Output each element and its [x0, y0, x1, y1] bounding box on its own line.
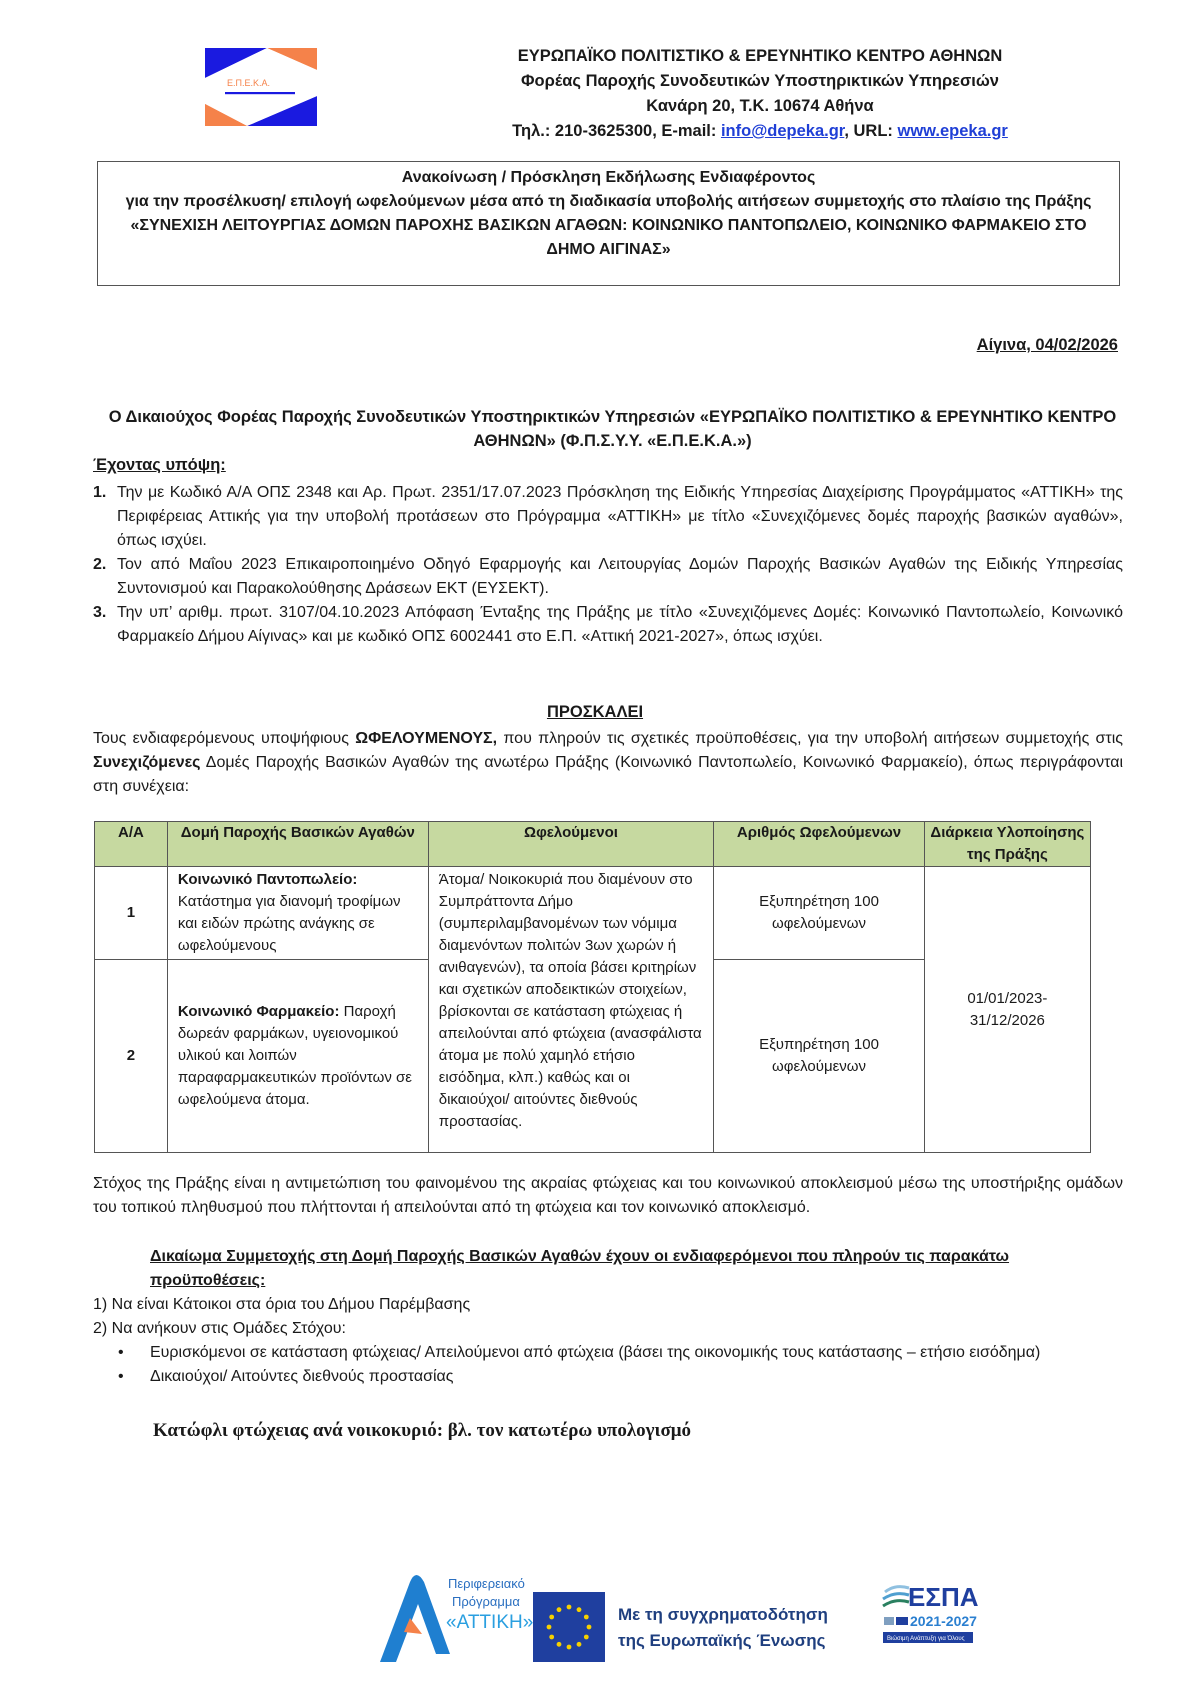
cell-aa: 2 — [95, 960, 168, 1153]
epeka-logo — [205, 48, 317, 126]
eu-flag-icon — [533, 1592, 605, 1662]
url-prefix: , URL: — [844, 122, 898, 140]
project-title: «ΣΥΝΕΧΙΣΗ ΛΕΙΤΟΥΡΓΙΑΣ ΔΟΜΩΝ ΠΑΡΟΧΗΣ ΒΑΣΙΚΩΝ ΑΓΑΘΩΝ: ΚΟΙΝΩΝΙΚΟ ΠΑΝΤΟΠΩΛΕΙΟ, ΚΟΙΝΩΝΙΚΟ ΦΑΡΜΑΚΕΙΟ ΣΤΟ ΔΗΜΟ ΑΙΓΙΝΑΣ» — [130, 217, 1087, 258]
structure-desc: Κατάστημα για διανομή τροφίμων και ειδών πρώτης ανάγκης σε ωφελούμενους — [177, 893, 401, 954]
goal-paragraph: Στόχος της Πράξης είναι η αντιμετώπιση του φαινομένου της ακραίας φτώχειας και του κοινωνικού αποκλεισμού μέσω της υποστήριξης ομάδων του τοπικού πληθυσμού που πλήττονται ή απειλούνται από τη φτώχεια και τον κοινωνικό αποκλεισμό. — [93, 1175, 1123, 1216]
bullet-icon: • — [118, 1368, 124, 1385]
org-name: ΕΥΡΩΠΑΪΚΟ ΠΟΛΙΤΙΣΤΙΚΟ & ΕΡΕΥΝΗΤΙΚΟ ΚΕΝΤΡΟ ΑΘΗΝΩΝ — [517, 47, 1003, 65]
table-header-row — [95, 822, 1091, 867]
list-item — [93, 601, 1123, 649]
eu-star-icon — [577, 1642, 582, 1647]
cell-structure — [167, 867, 428, 960]
eu-star-icon — [584, 1635, 589, 1640]
condition-2: 2) Να ανήκουν στις Ομάδες Στόχου: — [93, 1320, 346, 1337]
bullet-icon: • — [118, 1344, 124, 1361]
espa-years: 2021-2027 — [910, 1613, 977, 1629]
eu-star-icon — [557, 1607, 562, 1612]
poverty-threshold-note: Κατώφλι φτώχειας ανά νοικοκυριό: βλ. τον κατωτέρω υπολογισμό — [153, 1420, 692, 1441]
espa-tagline: Βιώσιμη Ανάπτυξη για Όλους — [887, 1636, 965, 1642]
cell-count: Εξυπηρέτηση 100 ωφελούμενων — [714, 960, 924, 1153]
eu-cofunding-line1: Με τη συγχρηματοδότηση — [618, 1605, 828, 1624]
structure-desc: Παροχή δωρεάν φαρμάκων, υγειονομικού υλικού και λοιπών παραφαρμακευτικών προϊόντων σε ωφελούμενα άτομα. — [177, 1003, 412, 1108]
cell-aa: 1 — [95, 867, 168, 960]
eligibility-heading: Δικαίωμα Συμμετοχής στη Δομή Παροχής Βασικών Αγαθών έχουν οι ενδιαφερόμενοι που πληρούν τις παρακάτω προϋποθέσεις: — [150, 1248, 1010, 1289]
bullet-text: Δικαιούχοι/ Αιτούντες διεθνούς προστασίας — [150, 1368, 454, 1385]
logo-text: Ε.Π.Ε.Κ.Α. — [227, 78, 271, 88]
espa-title: ΕΣΠΑ — [908, 1582, 979, 1612]
org-address: Κανάρη 20, Τ.Κ. 10674 Αθήνα — [646, 97, 874, 115]
cell-beneficiaries: Άτομα/ Νοικοκυριά που διαμένουν στο Συμπράττοντα Δήμο (συμπεριλαμβανομένων των νόμιμα διαμενόντων πολιτών 3ων χωρών ή ανιθαγενών), τα οποία βάσει κριτηρίων και σχετικών αποδεικτικών στοιχείων, βρίσκονται σε κατάσταση φτώχειας ή απειλούνται από φτώχεια (ανασφάλιστα άτομα με πολύ χαμηλό ετήσιο εισόδημα, κλπ.) καθώς και οι δικαιούχοι/ αιτούντες διεθνούς προστασίας. — [428, 867, 714, 1153]
cell-count: Εξυπηρέτηση 100 ωφελούμενων — [714, 867, 924, 960]
structures-table — [94, 821, 1091, 1153]
list-number: 1. — [93, 484, 107, 501]
bullet-text: Ευρισκόμενοι σε κατάσταση φτώχειας/ Απειλούμενοι από φτώχεια (βάσει της οικονομικής τους κατάστασης – ετήσιο εισόδημα) — [150, 1344, 1041, 1361]
attiki-line2: Πρόγραμμα — [452, 1594, 520, 1609]
contact-prefix: Τηλ.: 210-3625300, E-mail: — [512, 122, 721, 140]
bullet-item — [93, 1341, 1123, 1365]
col-header-count: Αριθμός Ωφελούμενων — [714, 822, 924, 867]
invite-text: Δομές Παροχής Βασικών Αγαθών της ανωτέρω Πράξης (Κοινωνικό Παντοπωλείο, Κοινωνικό Φαρμακείο), όπως περιγράφονται στη συνέχεια: — [93, 754, 1123, 795]
espa-logo — [883, 1582, 979, 1643]
eu-star-icon — [587, 1625, 592, 1630]
list-item — [93, 553, 1123, 601]
considering-heading: Έχοντας υπόψη: — [93, 456, 226, 474]
condition-1: 1) Να είναι Κάτοικοι στα όρια του Δήμου Παρέμβασης — [93, 1296, 471, 1313]
org-contact — [480, 119, 1040, 144]
eu-star-icon — [549, 1635, 554, 1640]
cell-structure — [167, 960, 428, 1153]
email-link[interactable]: info@depeka.gr — [720, 122, 845, 140]
org-type: Φορέας Παροχής Συνοδευτικών Υποστηρικτικών Υπηρεσιών — [520, 72, 999, 90]
col-header-beneficiaries: Ωφελούμενοι — [428, 822, 714, 867]
eu-cofunding-line2: της Ευρωπαϊκής Ένωσης — [618, 1631, 826, 1650]
funding-logos-banner — [370, 1562, 990, 1670]
document-date: Αίγινα, 04/02/2026 — [976, 336, 1118, 354]
invite-bold-continuing: Συνεχιζόμενες — [93, 754, 201, 771]
table-row — [95, 867, 1091, 960]
list-number: 2. — [93, 556, 107, 573]
attiki-line3: «ΑΤΤΙΚΗ» — [446, 1612, 534, 1633]
list-item — [93, 481, 1123, 553]
list-text: Τον από Μαΐου 2023 Επικαιροποιημένο Οδηγό Εφαρμογής και Λειτουργίας Δομών Παροχής Βασικών Αγαθών της Ειδικής Υπηρεσίας Συντονισμού και Παρακολούθησης Δράσεων ΕΚΤ (ΕΥΣΕΚΤ). — [117, 556, 1123, 597]
eu-star-icon — [549, 1615, 554, 1620]
col-header-aa: Α/Α — [95, 822, 168, 867]
eu-star-icon — [567, 1605, 572, 1610]
eu-star-icon — [547, 1625, 552, 1630]
eu-star-icon — [584, 1615, 589, 1620]
considering-list — [93, 481, 1123, 649]
list-text: Την υπ’ αριθμ. πρωτ. 3107/04.10.2023 Απόφαση Ένταξης της Πράξης με τίτλο «Συνεχιζόμενες Δομές: Κοινωνικό Παντοπωλείο, Κοινωνικό Φαρμακείο Δήμου Αίγινας» και με κωδικό ΟΠΣ 6002441 στο Ε.Π. «Αττική 2021-2027», όπως ισχύει. — [117, 604, 1123, 645]
bullet-item — [93, 1365, 1123, 1389]
col-header-structure: Δομή Παροχής Βασικών Αγαθών — [167, 822, 428, 867]
structure-title: Κοινωνικό Παντοπωλείο: — [177, 871, 358, 888]
list-number: 3. — [93, 604, 107, 621]
attiki-program-logo — [380, 1575, 533, 1662]
list-text: Την με Κωδικό Α/Α ΟΠΣ 2348 και Αρ. Πρωτ. 2351/17.07.2023 Πρόσκληση της Ειδικής Υπηρεσίας Διαχείρισης Προγράμματος «ΑΤΤΙΚΗ» της Περιφέρειας Αττικής για την υποβολή προτάσεων στο Πρόγραμμα «ΑΤΤΙΚΗ» με τίτλο «Συνεχιζόμενες δομές παροχής βασικών αγαθών», όπως ισχύει. — [117, 484, 1123, 549]
attiki-line1: Περιφερειακό — [448, 1576, 525, 1591]
announcement-box — [97, 161, 1120, 286]
announcement-subtitle: για την προσέλκυση/ επιλογή ωφελούμενων μέσα από τη διαδικασία υποβολής αιτήσεων συμμετοχής στο πλαίσιο της Πράξης — [125, 193, 1092, 210]
organization-header — [480, 44, 1040, 144]
announcement-title: Ανακοίνωση / Πρόσκληση Εκδήλωσης Ενδιαφέροντος — [401, 169, 816, 186]
structure-title: Κοινωνικό Φαρμακείο: — [177, 1003, 340, 1020]
website-link[interactable]: www.epeka.gr — [897, 122, 1008, 140]
eu-star-icon — [567, 1645, 572, 1650]
invite-text: που πληρούν τις σχετικές προϋποθέσεις, για την υποβολή αιτήσεων συμμετοχής στις — [497, 730, 1124, 747]
cell-duration: 01/01/2023-31/12/2026 — [924, 867, 1090, 1153]
eu-star-icon — [577, 1607, 582, 1612]
beneficiary-intro: Ο Δικαιούχος Φορέας Παροχής Συνοδευτικών Υποστηρικτικών Υπηρεσιών «ΕΥΡΩΠΑΪΚΟ ΠΟΛΙΤΙΣΤΙΚΟ & ΕΡΕΥΝΗΤΙΚΟ ΚΕΝΤΡΟ ΑΘΗΝΩΝ» (Φ.Π.Σ.Υ.Υ. «Ε.Π.Ε.Κ.Α.») — [108, 408, 1117, 450]
invite-text: Τους ενδιαφερόμενους υποψήφιους — [93, 730, 356, 747]
invite-heading: ΠΡΟΣΚΑΛΕΙ — [546, 703, 644, 721]
col-header-duration: Διάρκεια Υλοποίησης της Πράξης — [924, 822, 1090, 867]
eu-star-icon — [557, 1642, 562, 1647]
invite-bold-beneficiaries: ΩΦΕΛΟΥΜΕΝΟΥΣ, — [355, 730, 498, 747]
invite-paragraph — [93, 727, 1123, 799]
eligibility-conditions — [93, 1293, 1123, 1389]
